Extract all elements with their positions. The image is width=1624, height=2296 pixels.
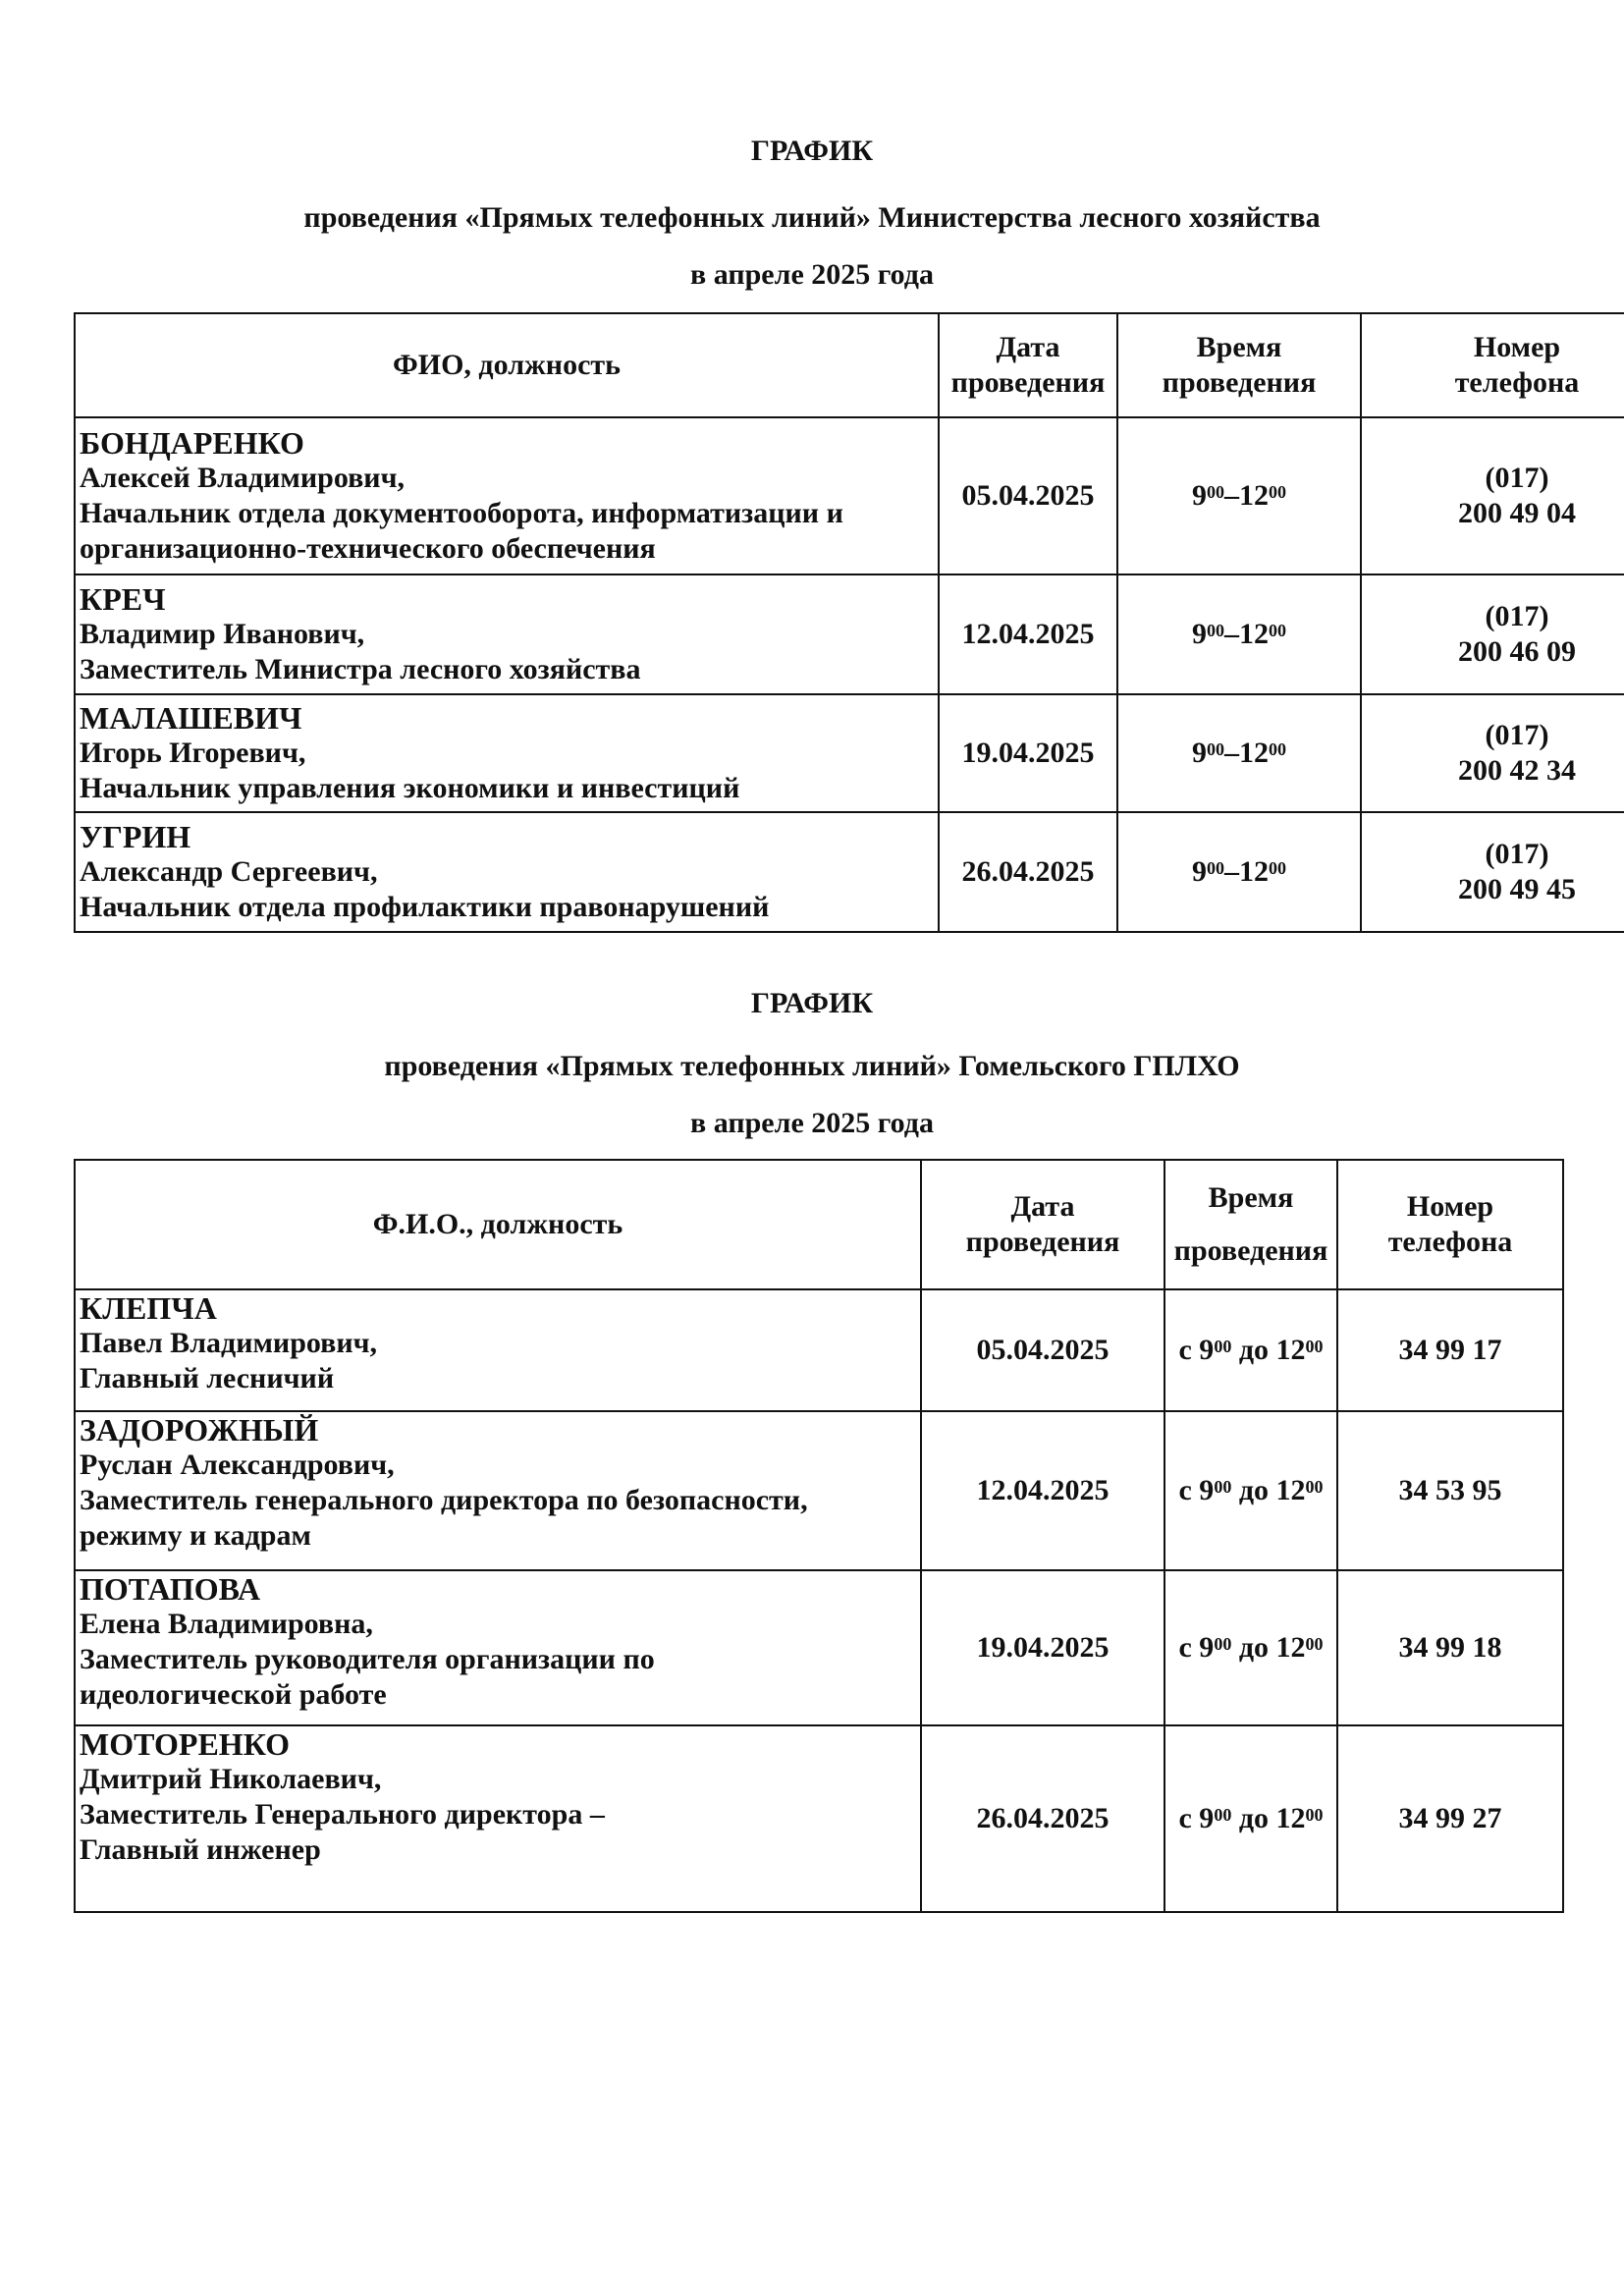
- time-to: до 12: [1231, 1802, 1306, 1834]
- time-to: 12: [1239, 737, 1269, 769]
- time-cell: [1164, 1725, 1337, 1912]
- phone-cell: 34 99 17: [1337, 1289, 1563, 1411]
- person-name: Руслан Александрович,: [80, 1449, 395, 1481]
- time-cell: [1164, 1411, 1337, 1570]
- section1-period: в апреле 2025 года: [690, 258, 934, 291]
- section2-period: в апреле 2025 года: [690, 1107, 934, 1139]
- person-position: Заместитель генерального директора по безопасности,: [80, 1484, 808, 1516]
- header-time-line2: проведения: [1162, 366, 1317, 399]
- person-surname: ЗАДОРОЖНЫЙ: [80, 1412, 319, 1448]
- section2-subtitle: проведения «Прямых телефонных линий» Гомельского ГПЛХО: [384, 1050, 1240, 1082]
- phone-number: 200 46 09: [1458, 635, 1576, 668]
- time-to-minutes: 00: [1269, 621, 1286, 640]
- time-cell: [1117, 694, 1361, 812]
- time-to: 12: [1239, 618, 1269, 650]
- phone-cell: 34 99 18: [1337, 1570, 1563, 1725]
- section1-title: ГРАФИК: [750, 135, 874, 167]
- date-cell: 19.04.2025: [921, 1570, 1164, 1725]
- person-surname: БОНДАРЕНКО: [80, 425, 304, 461]
- section2-table: [74, 1159, 1564, 1913]
- header-date-line1: Дата: [996, 331, 1060, 363]
- time-dash: –: [1224, 479, 1239, 512]
- time-cell: [1164, 1570, 1337, 1725]
- time-dash: –: [1224, 737, 1239, 769]
- time-to-minutes: 00: [1269, 858, 1286, 878]
- time-to-minutes: 00: [1305, 1805, 1324, 1825]
- time-from-minutes: 00: [1207, 482, 1224, 502]
- time-from-minutes: 00: [1214, 1634, 1232, 1654]
- header-phone: [1337, 1160, 1563, 1289]
- phone-cell: [1361, 574, 1624, 694]
- time-to-minutes: 00: [1305, 1634, 1324, 1654]
- header-date-line1: Дата: [1010, 1190, 1075, 1223]
- header-person: Ф.И.О., должность: [75, 1160, 921, 1289]
- section1-table: [74, 312, 1624, 933]
- person-position: Начальник управления экономики и инвестиций: [80, 772, 740, 804]
- header-time: [1117, 313, 1361, 417]
- time-from-minutes: 00: [1207, 621, 1224, 640]
- person-position: Заместитель руководителя организации по: [80, 1643, 655, 1675]
- table-row: [75, 1725, 1563, 1912]
- date-cell: 19.04.2025: [939, 694, 1117, 812]
- time-from-minutes: 00: [1207, 858, 1224, 878]
- table-row: [75, 574, 1624, 694]
- time-cell: [1117, 417, 1361, 574]
- time-from: 9: [1192, 855, 1207, 888]
- time-from-minutes: 00: [1214, 1805, 1232, 1825]
- phone-number: 200 49 45: [1458, 873, 1576, 905]
- time-from: с 9: [1178, 1802, 1215, 1834]
- time-from-minutes: 00: [1214, 1477, 1232, 1497]
- person-name: Игорь Игоревич,: [80, 737, 306, 769]
- table-row: [75, 694, 1624, 812]
- time-to-minutes: 00: [1305, 1337, 1324, 1356]
- person-cell: [75, 1570, 921, 1725]
- header-date: [921, 1160, 1164, 1289]
- person-position: Главный лесничий: [80, 1362, 335, 1394]
- header-date: [939, 313, 1117, 417]
- time-cell: [1117, 574, 1361, 694]
- header-time-line1: Время: [1208, 1181, 1294, 1214]
- time-to: до 12: [1231, 1334, 1306, 1366]
- phone-cell: [1361, 694, 1624, 812]
- time-cell: [1164, 1289, 1337, 1411]
- person-name: Павел Владимирович,: [80, 1327, 378, 1359]
- person-cell: [75, 812, 939, 932]
- person-position-cont: организационно-технического обеспечения: [80, 532, 656, 565]
- section1-subtitle: проведения «Прямых телефонных линий» Министерства лесного хозяйства: [303, 201, 1321, 234]
- time-from-minutes: 00: [1207, 739, 1224, 759]
- header-time-line1: Время: [1196, 331, 1282, 363]
- header-person: ФИО, должность: [75, 313, 939, 417]
- person-position: Начальник отдела документооборота, информатизации и: [80, 497, 843, 529]
- person-name: Дмитрий Николаевич,: [80, 1763, 382, 1795]
- table-header-row: [75, 1160, 1563, 1289]
- phone-cell: [1361, 812, 1624, 932]
- table-row: [75, 417, 1624, 574]
- person-surname: КРЕЧ: [80, 581, 166, 617]
- person-surname: МАЛАШЕВИЧ: [80, 700, 302, 736]
- person-position-cont: Главный инженер: [80, 1833, 321, 1866]
- time-to: 12: [1239, 479, 1269, 512]
- time-to-minutes: 00: [1305, 1477, 1324, 1497]
- phone-cell: 34 53 95: [1337, 1411, 1563, 1570]
- phone-code: (017): [1485, 600, 1549, 632]
- header-time-line2: проведения: [1173, 1234, 1328, 1267]
- time-to: до 12: [1231, 1631, 1306, 1664]
- person-surname: ПОТАПОВА: [80, 1571, 261, 1607]
- date-cell: 26.04.2025: [939, 812, 1117, 932]
- person-cell: [75, 694, 939, 812]
- phone-cell: [1361, 417, 1624, 574]
- header-date-line2: проведения: [950, 366, 1106, 399]
- time-from: с 9: [1178, 1334, 1215, 1366]
- header-phone-line1: Номер: [1406, 1190, 1494, 1223]
- table-row: [75, 812, 1624, 932]
- time-dash: –: [1224, 855, 1239, 888]
- phone-code: (017): [1485, 462, 1549, 494]
- time-from: 9: [1192, 737, 1207, 769]
- time-to-minutes: 00: [1269, 482, 1286, 502]
- person-position-cont: идеологической работе: [80, 1678, 387, 1711]
- phone-code: (017): [1485, 838, 1549, 870]
- person-position-cont: режиму и кадрам: [80, 1519, 311, 1552]
- person-cell: [75, 574, 939, 694]
- person-name: Александр Сергеевич,: [80, 855, 378, 888]
- person-surname: МОТОРЕНКО: [80, 1726, 290, 1762]
- header-phone-line2: телефона: [1387, 1226, 1513, 1258]
- header-phone-line2: телефона: [1454, 366, 1580, 399]
- person-position: Заместитель Министра лесного хозяйства: [80, 653, 641, 685]
- time-from: с 9: [1178, 1631, 1215, 1664]
- table-row: [75, 1570, 1563, 1725]
- phone-cell: 34 99 27: [1337, 1725, 1563, 1912]
- time-dash: –: [1224, 618, 1239, 650]
- time-from-minutes: 00: [1214, 1337, 1232, 1356]
- phone-number: 200 49 04: [1458, 497, 1576, 529]
- person-cell: [75, 1411, 921, 1570]
- header-date-line2: проведения: [965, 1226, 1120, 1258]
- time-to-minutes: 00: [1269, 739, 1286, 759]
- date-cell: 12.04.2025: [939, 574, 1117, 694]
- person-surname: КЛЕПЧА: [80, 1290, 217, 1326]
- phone-number: 200 42 34: [1458, 754, 1576, 787]
- header-time: [1164, 1160, 1337, 1289]
- time-from: 9: [1192, 618, 1207, 650]
- person-position: Заместитель Генерального директора –: [80, 1798, 605, 1831]
- section2-title: ГРАФИК: [750, 987, 874, 1019]
- date-cell: 26.04.2025: [921, 1725, 1164, 1912]
- person-position: Начальник отдела профилактики правонарушений: [80, 891, 770, 923]
- table-header-row: [75, 313, 1624, 417]
- person-name: Елена Владимировна,: [80, 1608, 373, 1640]
- header-phone: [1361, 313, 1624, 417]
- person-cell: [75, 417, 939, 574]
- phone-code: (017): [1485, 719, 1549, 751]
- person-name: Владимир Иванович,: [80, 618, 365, 650]
- table-row: [75, 1289, 1563, 1411]
- date-cell: 12.04.2025: [921, 1411, 1164, 1570]
- date-cell: 05.04.2025: [939, 417, 1117, 574]
- date-cell: 05.04.2025: [921, 1289, 1164, 1411]
- person-surname: УГРИН: [80, 819, 191, 854]
- time-from: 9: [1192, 479, 1207, 512]
- person-cell: [75, 1289, 921, 1411]
- time-to: 12: [1239, 855, 1269, 888]
- person-name: Алексей Владимирович,: [80, 462, 405, 494]
- header-phone-line1: Номер: [1473, 331, 1561, 363]
- table-row: [75, 1411, 1563, 1570]
- time-cell: [1117, 812, 1361, 932]
- time-from: с 9: [1178, 1474, 1215, 1506]
- person-cell: [75, 1725, 921, 1912]
- time-to: до 12: [1231, 1474, 1306, 1506]
